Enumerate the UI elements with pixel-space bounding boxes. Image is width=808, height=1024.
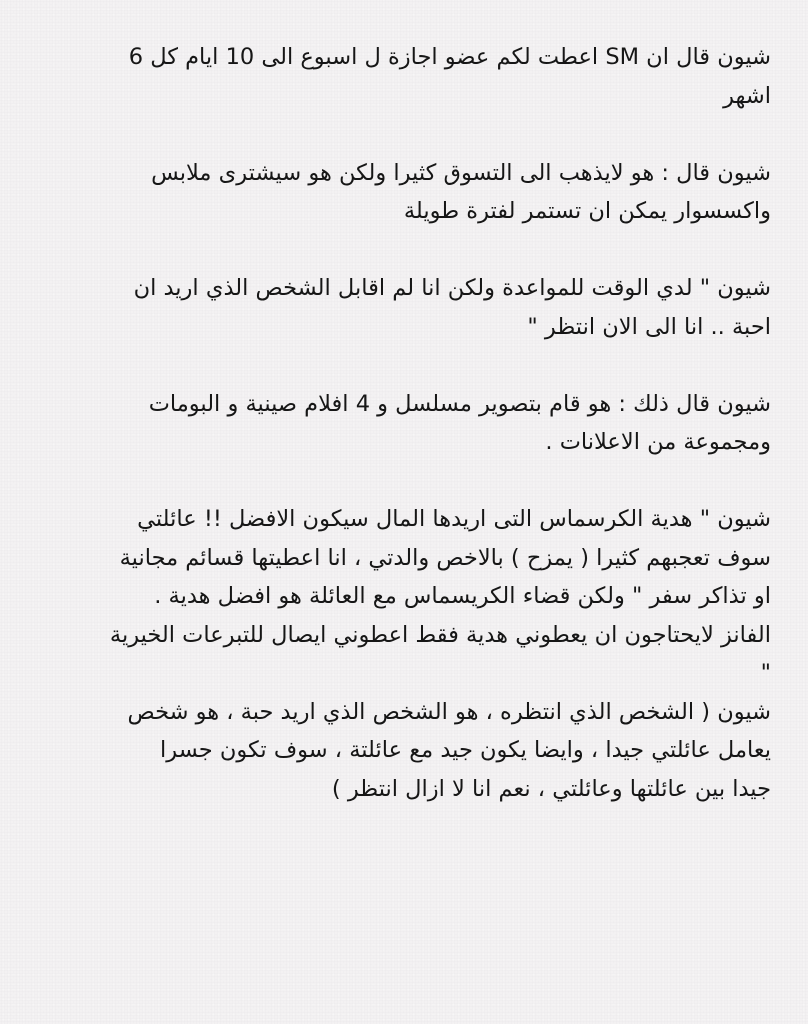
note-line: ومجموعة من الاعلانات . xyxy=(545,429,771,455)
blank-line xyxy=(40,462,771,501)
blank-line xyxy=(40,115,771,154)
note-line: او تذاكر سفر " ولكن قضاء الكريسماس مع العائلة هو افضل هدية . xyxy=(154,583,771,609)
note-line: يعامل عائلتي جيدا ، وايضا يكون جيد مع عائلتة ، سوف تكون جسرا xyxy=(160,737,771,763)
note-line: احبة .. انا الى الان انتظر " xyxy=(527,313,771,340)
note-text xyxy=(40,38,771,808)
note-line: الفانز لايحتاجون ان يعطوني هدية فقط اعطوني ايصال للتبرعات الخيرية xyxy=(109,621,771,648)
note-line: جيدا بين عائلتها وعائلتي ، نعم انا لا ازال انتظر ) xyxy=(331,775,771,802)
note-line: شيون " هدية الكرسماس التى اريدها المال سيكون الافضل !! عائلتي xyxy=(137,506,771,532)
note-line: سوف تعجبهم كثيرا ( يمزح ) بالاخص والدتي ، انا اعطيتها قسائم مجانية xyxy=(119,544,771,571)
blank-line xyxy=(40,346,771,385)
note-line: اشهر xyxy=(723,82,771,109)
note-line: " xyxy=(760,660,771,686)
note-line: شيون قال : هو لايذهب الى التسوق كثيرا ولكن هو سيشترى ملابس xyxy=(151,159,771,186)
note-line: واكسسوار يمكن ان تستمر لفترة طويلة xyxy=(403,198,771,224)
note-line: شيون ( الشخص الذي انتظره ، هو الشخص الذي اريد حبة ، هو شخص xyxy=(127,698,771,725)
note-line: شيون قال ان SM اعطت لكم عضو اجازة ل اسبوع الى 10 ايام كل 6 xyxy=(128,44,771,70)
blank-line xyxy=(40,231,771,270)
note-line: شيون " لدي الوقت للمواعدة ولكن انا لم اقابل الشخص الذي اريد ان xyxy=(133,275,771,301)
note-line: شيون قال ذلك : هو قام بتصوير مسلسل و 4 افلام صينية و البومات xyxy=(148,390,771,417)
